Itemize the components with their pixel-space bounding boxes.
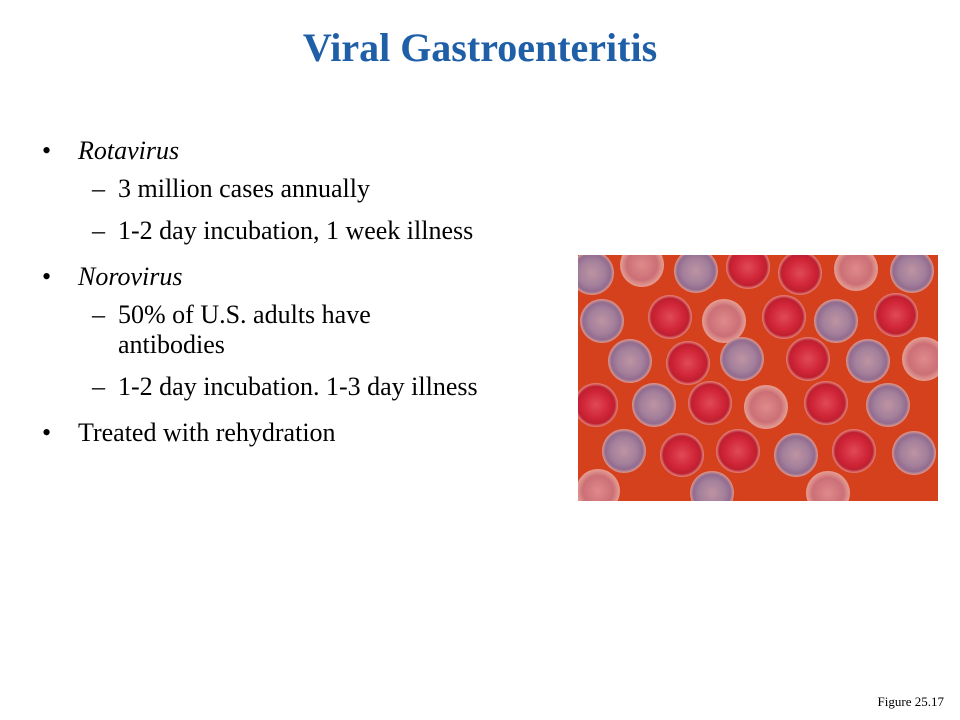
bullet-marker: •	[42, 136, 52, 165]
figure-caption: Figure 25.17	[877, 694, 944, 709]
bullet-marker: •	[42, 418, 52, 447]
virus-micrograph-image	[578, 255, 938, 501]
sub-item-text: 1-2 day incubation. 1-3 day illness	[118, 372, 478, 401]
sub-item	[78, 174, 478, 204]
bullet-label-rotavirus: Rotavirus	[78, 136, 180, 165]
sub-item	[78, 300, 478, 360]
sub-item	[78, 216, 478, 246]
sub-item-text: 50% of U.S. adults have antibodies	[118, 300, 371, 359]
bullet-rotavirus	[42, 132, 542, 246]
bullet-norovirus	[42, 258, 542, 402]
sub-item-text: 1-2 day incubation, 1 week illness	[118, 216, 474, 245]
bullet-treatment	[42, 414, 542, 452]
sub-marker: –	[92, 372, 105, 401]
bullet-label-treatment: Treated with rehydration	[78, 418, 336, 447]
sub-item	[78, 372, 478, 402]
sub-marker: –	[92, 174, 105, 203]
sub-marker: –	[92, 300, 105, 329]
sub-list-norovirus	[78, 300, 542, 402]
bullet-marker: •	[42, 262, 52, 291]
sub-marker: –	[92, 216, 105, 245]
sub-list-rotavirus	[78, 174, 542, 246]
bullet-label-norovirus: Norovirus	[78, 262, 183, 291]
sub-item-text: 3 million cases annually	[118, 174, 371, 203]
slide-title: Viral Gastroenteritis	[302, 25, 658, 70]
bullet-list	[42, 132, 542, 458]
